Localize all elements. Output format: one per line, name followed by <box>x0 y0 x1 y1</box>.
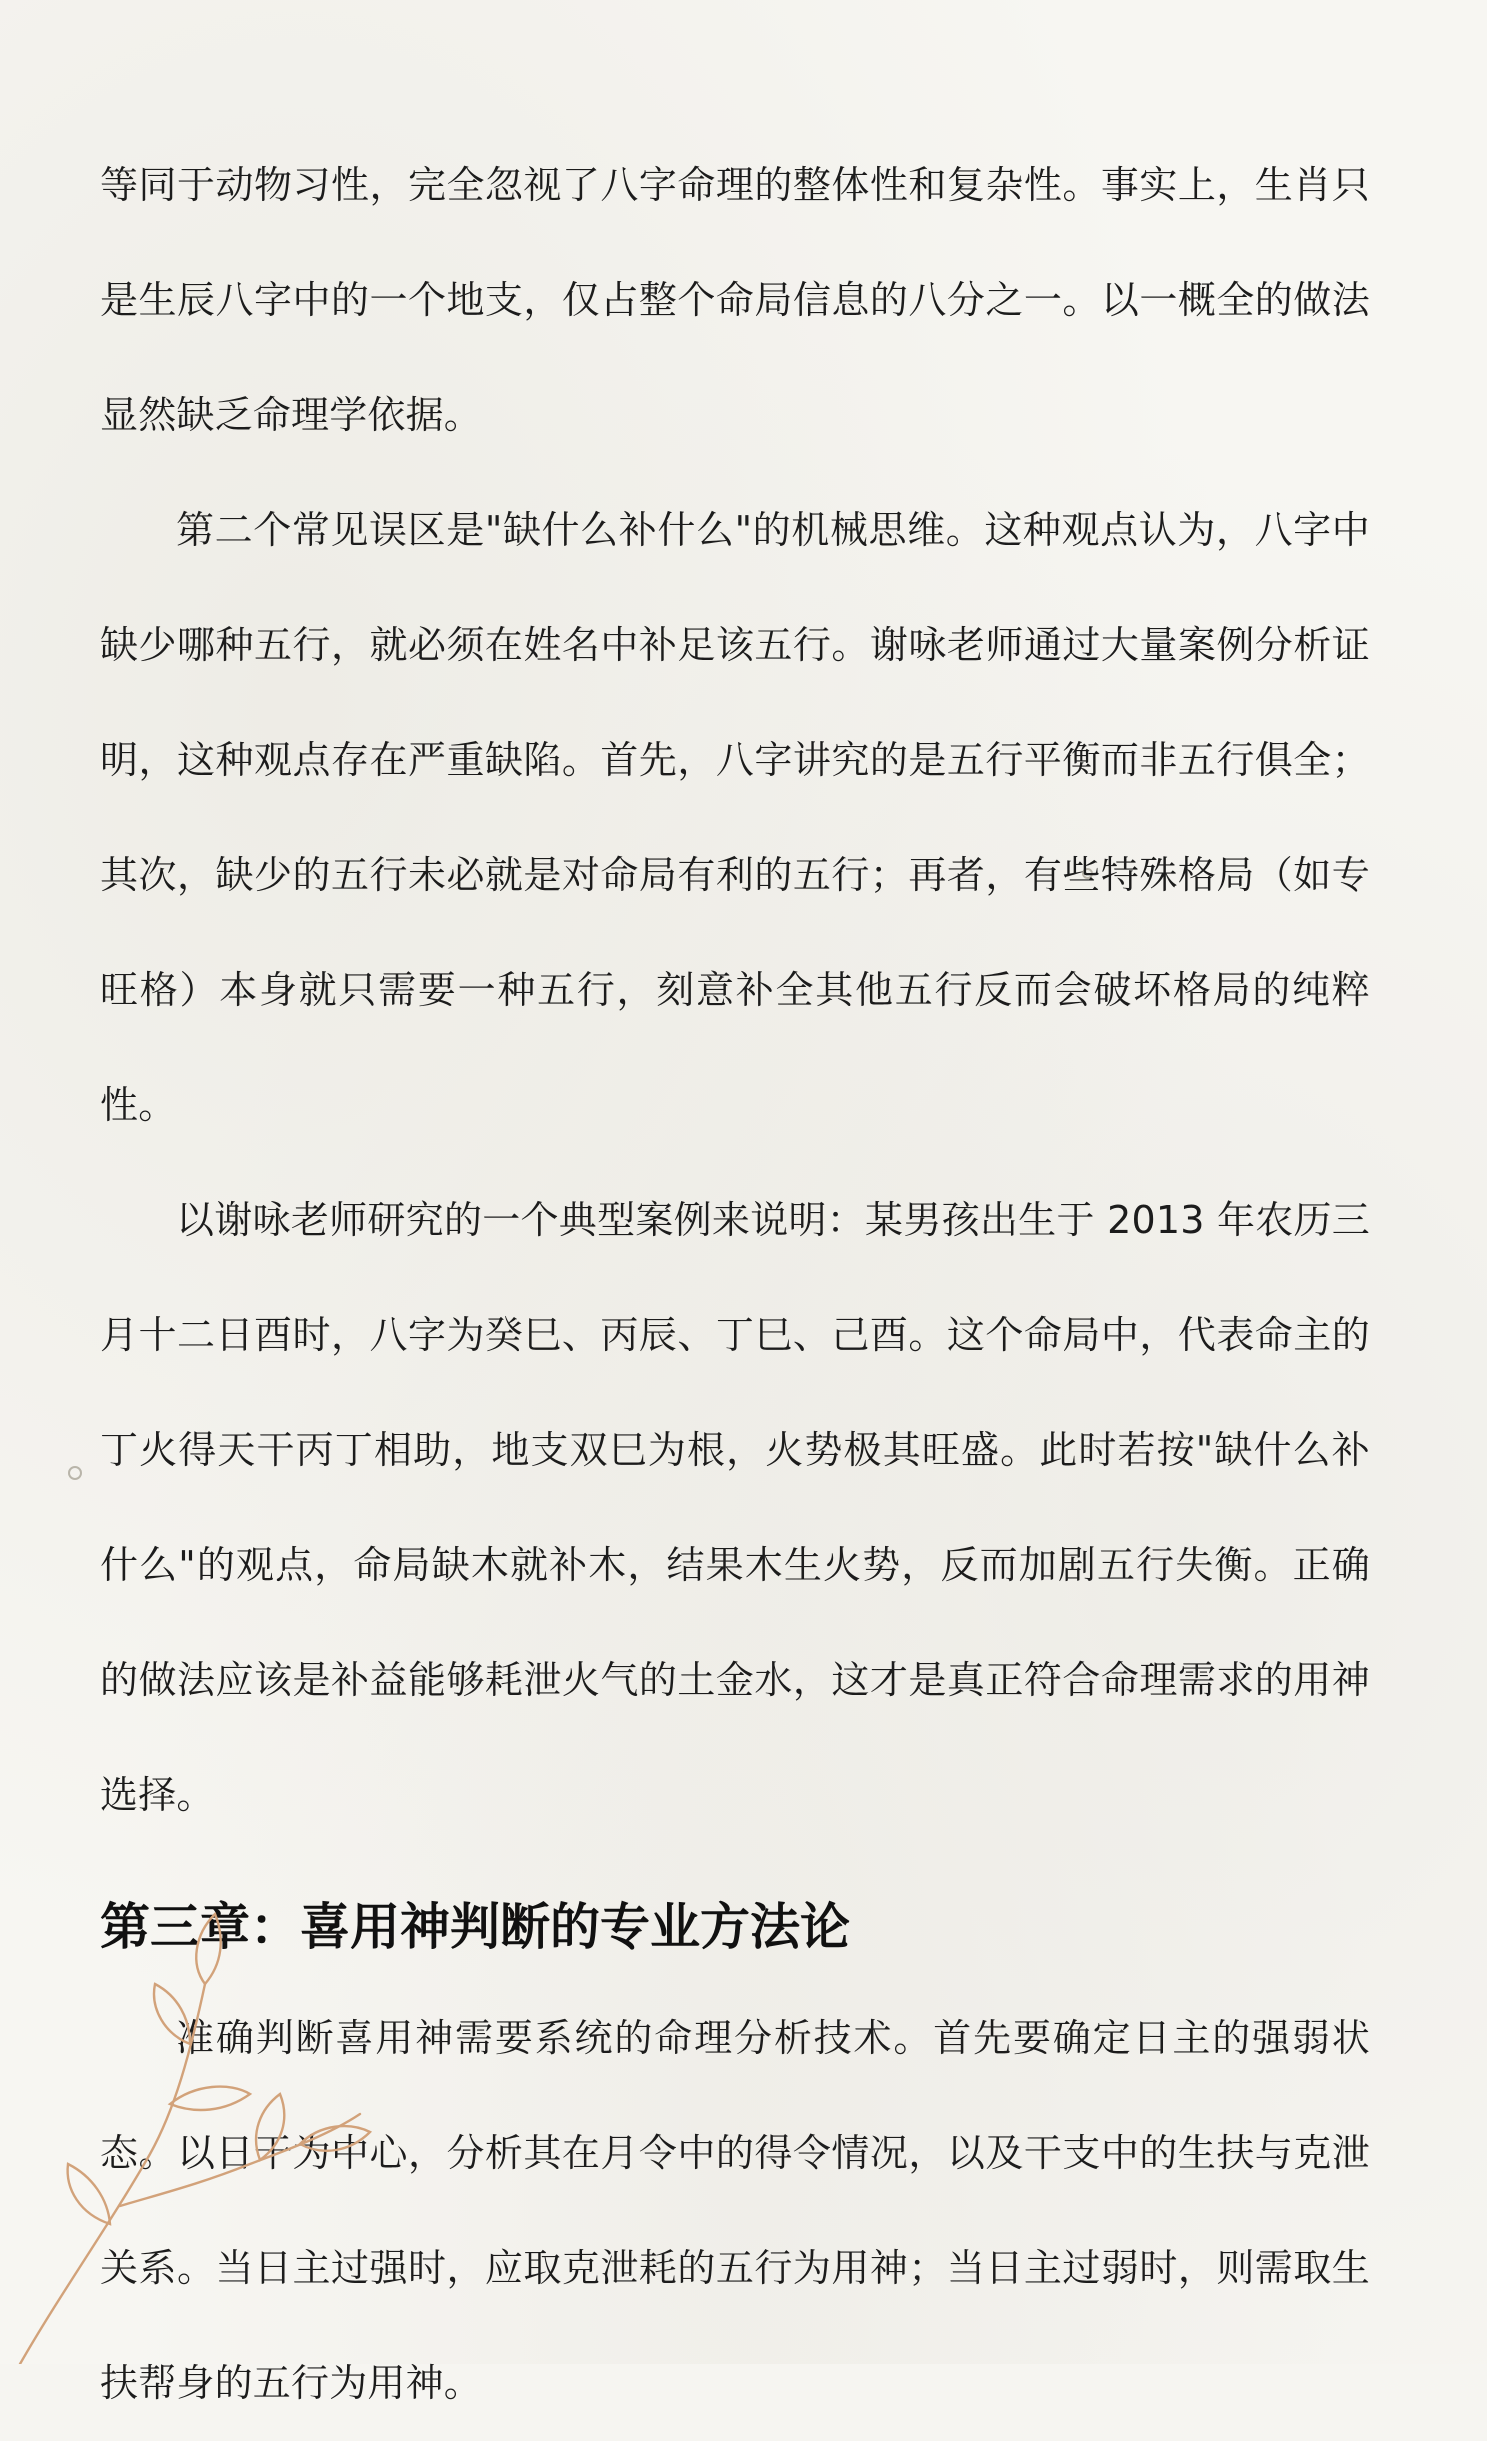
body-paragraph-2: 第二个常见误区是"缺什么补什么"的机械思维。这种观点认为，八字中缺少哪种五行，就必须在姓名中补足该五行。谢咏老师通过大量案例分析证明，这种观点存在严重缺陷。首先，八字讲究的是五行平衡而非五行俱全；其次，缺少的五行未必就是对命局有利的五行；再者，有些特殊格局（如专旺格）本身就只需要一种五行，刻意补全其他五行反而会破坏格局的纯粹性。 <box>100 508 1370 1127</box>
chapter-heading: 第三章：喜用神判断的专业方法论 <box>100 1898 850 1956</box>
chapter-paragraph: 准确判断喜用神需要系统的命理分析技术。首先要确定日主的强弱状态。以日干为中心，分析其在月令中的得令情况，以及干支中的生扶与克泄关系。当日主过强时，应取克泄耗的五行为用神；当日主过弱时，则需取生扶帮身的五行为用神。 <box>100 2016 1370 2405</box>
body-paragraph-1: 等同于动物习性，完全忽视了八字命理的整体性和复杂性。事实上，生肖只是生辰八字中的一个地支，仅占整个命局信息的八分之一。以一概全的做法显然缺乏命理学依据。 <box>100 163 1370 437</box>
document-body <box>100 128 1370 2441</box>
body-paragraph-3: 以谢咏老师研究的一个典型案例来说明：某男孩出生于 2013 年农历三月十二日酉时，八字为癸巳、丙辰、丁巳、己酉。这个命局中，代表命主的丁火得天干丙丁相助，地支双巳为根，火势极其旺盛。此时若按"缺什么补什么"的观点，命局缺木就补木，结果木生火势，反而加剧五行失衡。正确的做法应该是补益能够耗泄火气的土金水，这才是真正符合命理需求的用神选择。 <box>100 1198 1370 1817</box>
speck-dot <box>68 1466 82 1480</box>
